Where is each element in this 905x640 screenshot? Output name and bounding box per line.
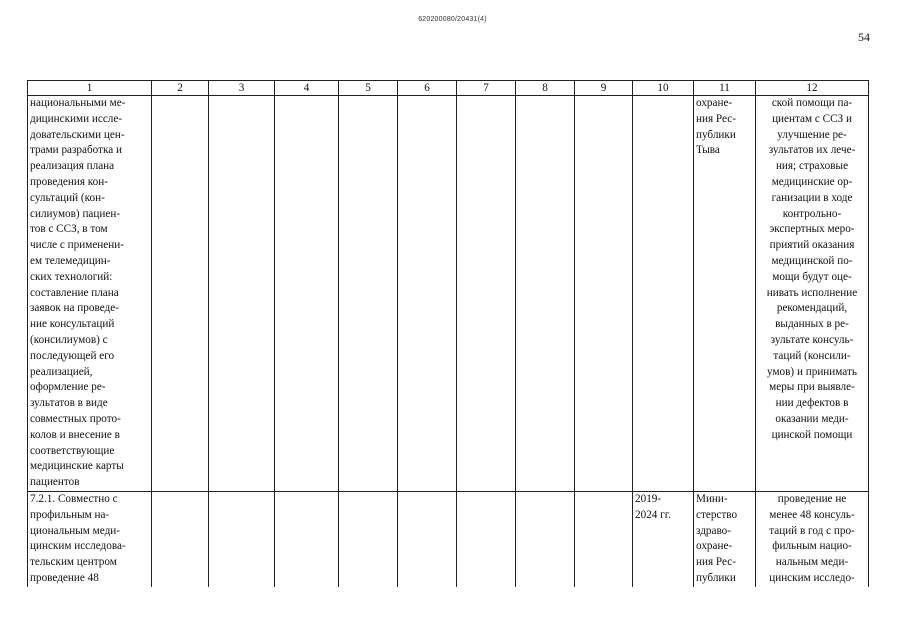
table-row xyxy=(28,96,869,492)
table-cell xyxy=(516,491,575,586)
table-cell xyxy=(457,491,516,586)
table-cell xyxy=(457,96,516,492)
column-header: 12 xyxy=(756,81,869,96)
table-cell xyxy=(275,96,339,492)
result-cell: ской помощи па- циентам с ССЗ и улучшение ре- зультатов их лече- ния; страховые медицинские ор- ганизации в ходе контрольно- экспертных меро- приятий оказания медицинской по- мощи будут оце- нивать исполнение рекомендаций, выданных в ре- зультате консуль- таций (консили- умов) и принимать меры при выявле- нии дефектов в оказании меди- цинской помощи xyxy=(756,96,869,492)
table-cell xyxy=(516,96,575,492)
column-header: 3 xyxy=(209,81,275,96)
table-cell xyxy=(275,491,339,586)
column-header: 2 xyxy=(152,81,209,96)
responsible-cell: охране- ния Рес- публики Тыва xyxy=(694,96,756,492)
table-cell xyxy=(339,491,398,586)
table-row xyxy=(28,491,869,586)
period-cell xyxy=(633,96,694,492)
column-header: 1 xyxy=(28,81,152,96)
event-description-cell: 7.2.1. Совместно с профильным на- циональным меди- цинским исследова- тельским центром проведение 48 xyxy=(28,491,152,586)
column-header: 11 xyxy=(694,81,756,96)
period-cell: 2019- 2024 гг. xyxy=(633,491,694,586)
page-number: 54 xyxy=(858,30,870,44)
column-header: 8 xyxy=(516,81,575,96)
result-cell: проведение не менее 48 консуль- таций в год с про- фильным нацио- нальным меди- цинским исследо- xyxy=(756,491,869,586)
column-header: 6 xyxy=(398,81,457,96)
table-cell xyxy=(575,96,633,492)
table-cell xyxy=(398,491,457,586)
event-description-cell: национальными ме- дицинскими иссле- довательскими цен- трами разработка и реализация плана проведения кон- сультаций (кон- силиумов) пациен- тов с ССЗ, в том числе с применени- ем телемедицин- ских технологий: составление плана заявок на проведе- ние консультаций (консилиумов) с последующей его реализацией, оформление ре- зультатов в виде совместных прото- колов и внесение в соответствующие медицинские карты пациентов xyxy=(28,96,152,492)
table-header-row xyxy=(28,81,869,96)
table-cell xyxy=(339,96,398,492)
plan-table xyxy=(27,80,869,587)
responsible-cell: Мини- стерство здраво- охране- ния Рес- публики xyxy=(694,491,756,586)
column-header: 7 xyxy=(457,81,516,96)
table-cell xyxy=(152,96,209,492)
table-cell xyxy=(209,491,275,586)
column-header: 5 xyxy=(339,81,398,96)
table-cell xyxy=(575,491,633,586)
column-header: 9 xyxy=(575,81,633,96)
table-cell xyxy=(152,491,209,586)
table-cell xyxy=(398,96,457,492)
column-header: 4 xyxy=(275,81,339,96)
column-header: 10 xyxy=(633,81,694,96)
document-id: 620200080/20431(4) xyxy=(418,16,487,23)
table-cell xyxy=(209,96,275,492)
